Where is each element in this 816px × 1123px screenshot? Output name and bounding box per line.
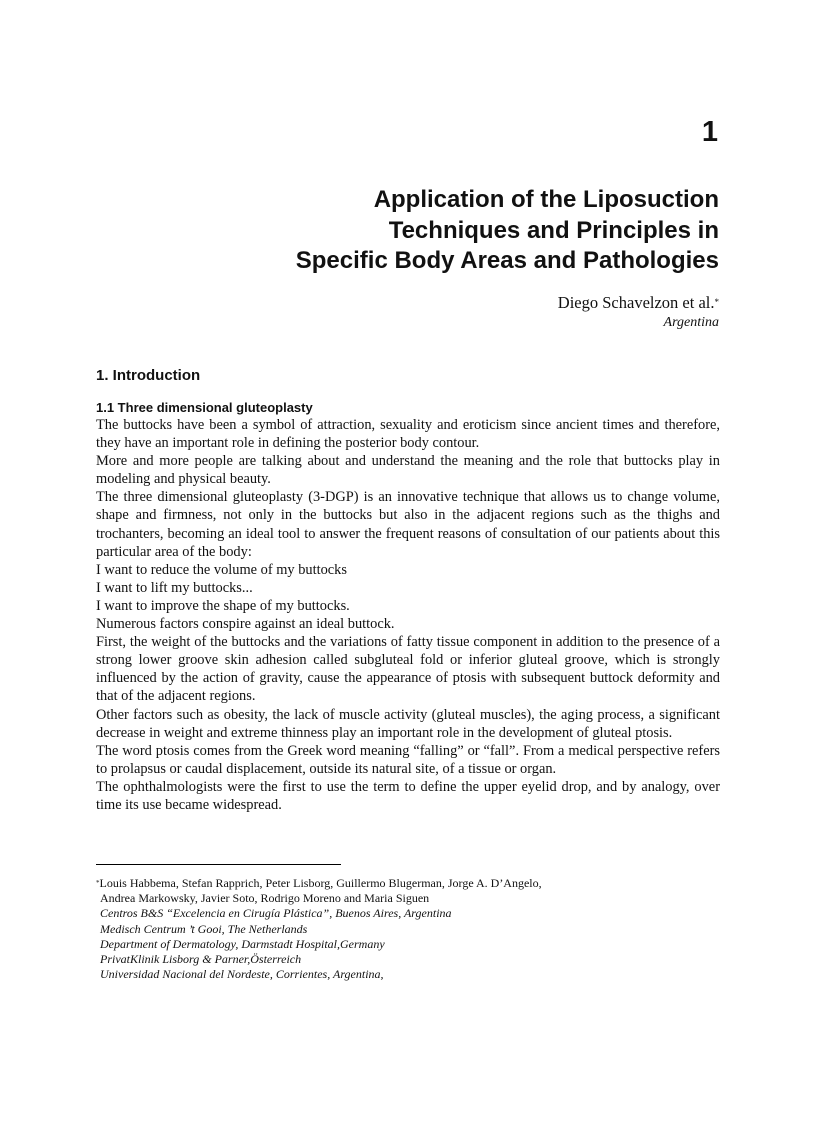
patient-reason: I want to lift my buttocks... — [96, 579, 253, 596]
footnote-authors-line: Andrea Markowsky, Javier Soto, Rodrigo Moreno and Maria Siguen — [100, 891, 430, 906]
author-footnote-mark: * — [714, 297, 719, 307]
footnote-affiliation: Department of Dermatology, Darmstadt Hospital,Germany — [100, 936, 385, 951]
paragraph: The word ptosis comes from the Greek word meaning “falling” or “fall”. From a medical perspective refers to prolapsus or caudal displacement, outside its natural site, of a tissue or organ. — [96, 742, 720, 777]
chapter-title — [159, 185, 719, 277]
paragraph: Numerous factors conspire against an ideal buttock. — [96, 616, 395, 633]
chapter-title-line: Specific Body Areas and Pathologies — [295, 247, 719, 274]
paragraph: Other factors such as obesity, the lack of muscle activity (gluteal muscles), the aging process, a significant decrease in weight and extreme thinness play an important role in the development of gluteal ptosis. — [96, 706, 720, 741]
paragraph: First, the weight of the buttocks and the variations of fatty tissue component in addition to the presence of a strong lower groove skin adhesion called subgluteal fold or inferior gluteal groove, which is strongly influenced by the action of gravity, cause the appearance of ptosis with subsequent buttock deformity and that of the adjacent regions. — [96, 634, 720, 705]
footnote-affiliation: Universidad Nacional del Nordeste, Corrientes, Argentina, — [100, 967, 384, 982]
author-country: Argentina — [663, 315, 719, 330]
footnote-affiliation: PrivatKlinik Lisborg & Parner,Österreich — [100, 952, 302, 967]
footnote-affiliation: Centros B&S “Excelencia en Cirugía Plástica”, Buenos Aires, Argentina — [100, 906, 452, 921]
footnote-authors-line: *Louis Habbema, Stefan Rapprich, Peter Lisborg, Guillermo Blugerman, Jorge A. D’Angelo, — [96, 876, 542, 890]
section-heading: 1. Introduction — [96, 367, 201, 384]
paragraph: The buttocks have been a symbol of attraction, sexuality and eroticism since ancient times and therefore, they have an important role in defining the posterior body contour. — [96, 417, 720, 452]
paragraph: The ophthalmologists were the first to use the term to define the upper eyelid drop, and by analogy, over time its use became widespread. — [96, 778, 720, 813]
paragraph: The three dimensional gluteoplasty (3-DGP) is an innovative technique that allows us to change volume, shape and firmness, not only in the buttocks but also in the adjacent regions such as the thighs and trochanters, becoming an ideal tool to answer the frequent reasons of consultation of our patients about this particular area of the body: — [96, 489, 720, 560]
footnotes — [96, 876, 716, 982]
author-name: Diego Schavelzon et al. — [557, 293, 715, 312]
paragraph: More and more people are talking about and understand the meaning and the role that buttocks play in modeling and physical beauty. — [96, 453, 720, 488]
footnote-mark: * — [96, 879, 100, 887]
footnote-affiliation: Medisch Centrum ’t Gooi, The Netherlands — [100, 921, 308, 936]
footnote-divider — [96, 864, 341, 865]
main-content — [96, 366, 720, 814]
chapter-number: 1 — [701, 116, 718, 148]
subsection-heading: 1.1 Three dimensional gluteoplasty — [96, 400, 313, 415]
chapter-title-line: Techniques and Principles in — [388, 216, 719, 244]
patient-reason: I want to improve the shape of my buttocks. — [96, 597, 350, 614]
patient-reason: I want to reduce the volume of my buttocks — [96, 561, 347, 578]
chapter-title-line: Application of the Liposuction — [373, 186, 719, 213]
author-block — [558, 293, 719, 333]
